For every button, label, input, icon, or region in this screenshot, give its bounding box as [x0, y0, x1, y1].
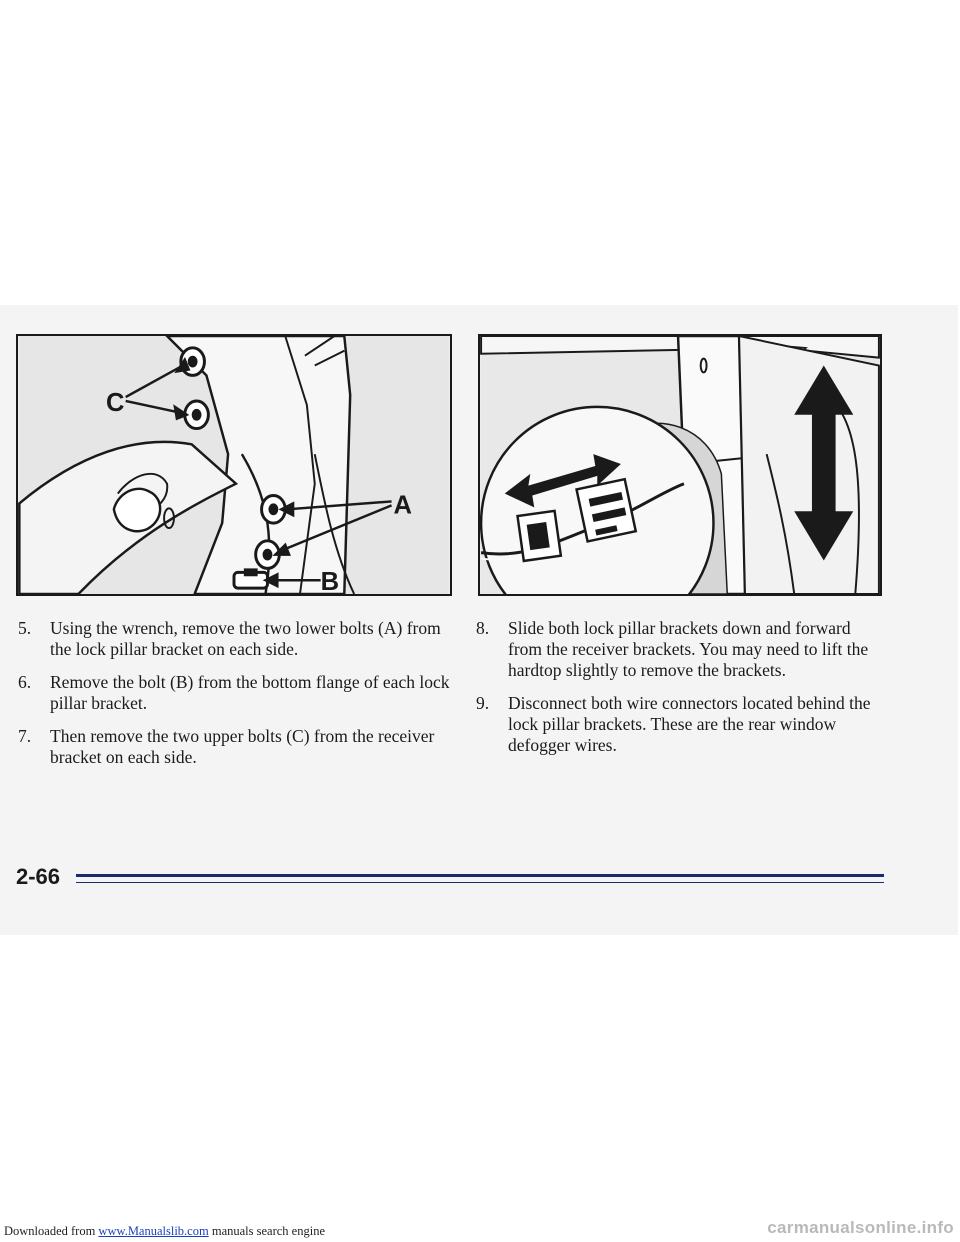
step-5 [18, 618, 450, 660]
page-number: 2-66 [16, 864, 61, 889]
step-9 [476, 693, 886, 756]
illustration-lock-pillar-bolts [16, 334, 452, 596]
label-a: A [393, 491, 413, 520]
illustration-bracket-connectors [478, 334, 882, 596]
wire-connector-right [577, 479, 636, 541]
wire-connector-left [518, 511, 561, 561]
step-text: Slide both lock pillar brackets down and forward from the receiver brackets. You may need to lift the hardtop slightly to remove the brackets. [508, 618, 869, 680]
manualslib-link[interactable]: www.Manualslib.com [98, 1224, 209, 1238]
page-divider [76, 874, 884, 883]
download-footer [4, 1224, 325, 1239]
instruction-list-left [18, 618, 450, 780]
step-number: 8. [476, 618, 490, 638]
footer-prefix: Downloaded from [4, 1224, 99, 1238]
step-text: Using the wrench, remove the two lower bolts (A) from the lock pillar bracket on each side. [50, 618, 441, 659]
step-8 [476, 618, 886, 681]
watermark: carmanualsonline.info [767, 1218, 954, 1237]
bolt-b [234, 568, 267, 588]
footer-suffix: manuals search engine [208, 1224, 325, 1238]
step-number: 6. [18, 672, 32, 692]
step-text: Disconnect both wire connectors located behind the lock pillar brackets. These are the rear window defogger wires. [508, 693, 871, 755]
label-c: C [105, 388, 125, 417]
step-number: 7. [18, 726, 32, 746]
instruction-list-right [476, 618, 886, 768]
step-text: Then remove the two upper bolts (C) from the receiver bracket on each side. [50, 726, 435, 767]
step-text: Remove the bolt (B) from the bottom flange of each lock pillar bracket. [50, 672, 450, 713]
label-b: B [320, 568, 340, 594]
step-number: 9. [476, 693, 490, 713]
step-number: 5. [18, 618, 32, 638]
step-7 [18, 726, 450, 768]
step-6 [18, 672, 450, 714]
